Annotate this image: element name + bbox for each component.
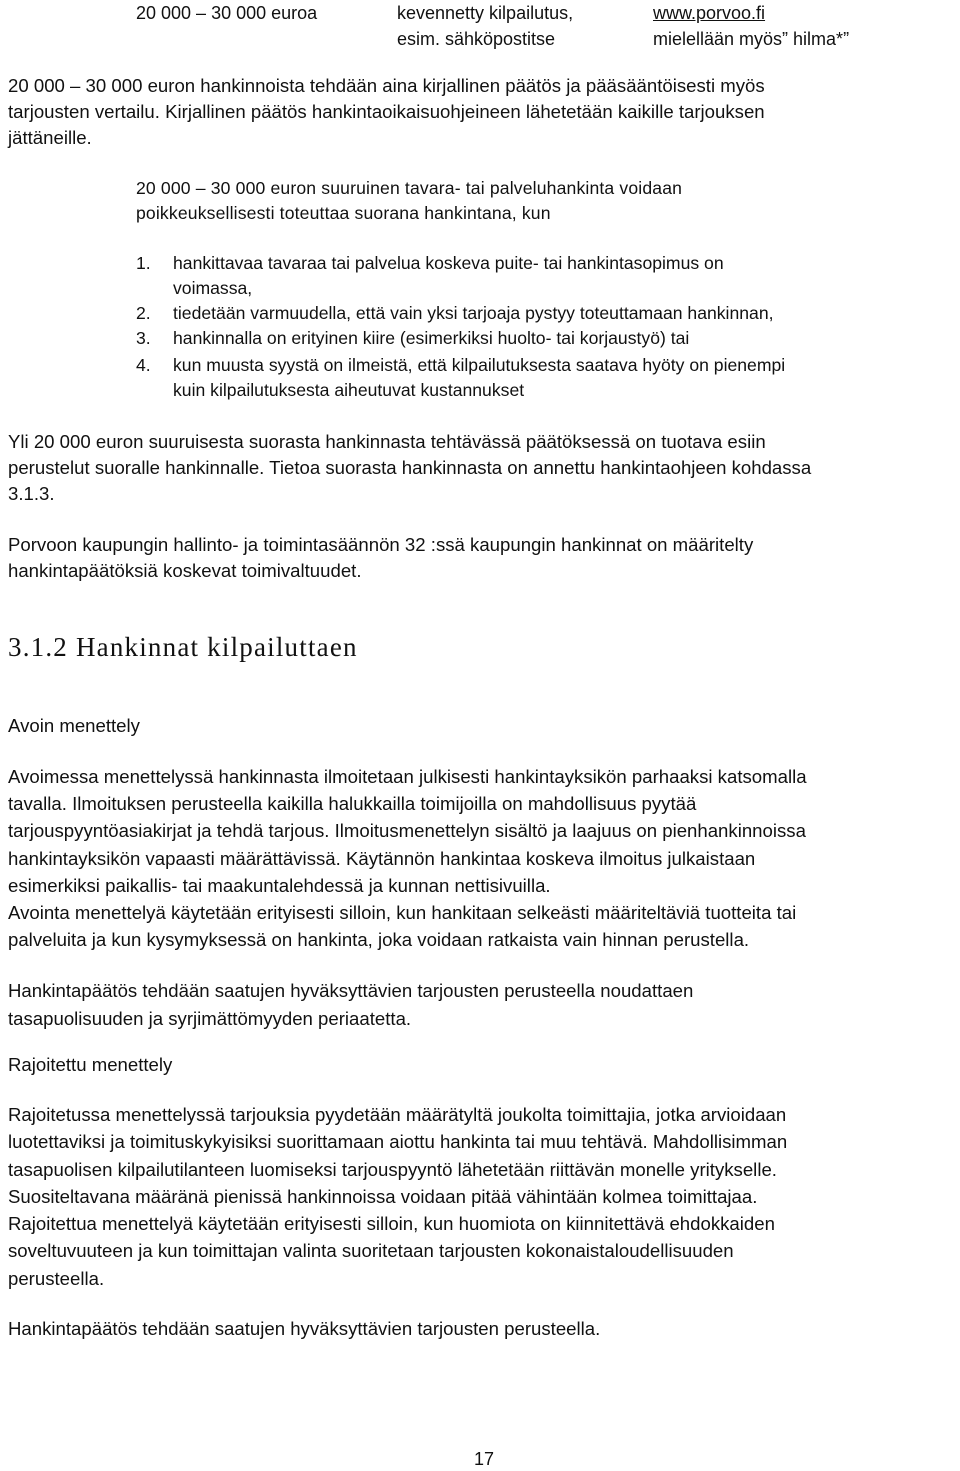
list-text-line: hankinnalla on erityinen kiire (esimerkiksi huolto- tai korjaustyö) tai <box>173 328 690 348</box>
list-text-line: hankittavaa tavaraa tai palvelua koskeva puite- tai hankintasopimus on <box>173 253 724 273</box>
text-line: tarjousten vertailu. Kirjallinen päätös hankintaoikaisuohjeineen lähetetään kaikille tarjouksen <box>8 101 765 122</box>
text-line: Rajoitetussa menettelyssä tarjouksia pyydetään määrätyltä joukolta toimittajia, jotka arvioidaan <box>8 1104 787 1125</box>
text-line: tavalla. Ilmoituksen perusteella kaikilla halukkailla toimijoilla on mahdollisuus pyytää <box>8 793 697 815</box>
paragraph-decision <box>8 73 948 151</box>
paragraph-decision-basis <box>8 977 953 1032</box>
method-line-2: esim. sähköpostitse <box>397 29 556 49</box>
paragraph-final-decision: Hankintapäätös tehdään saatujen hyväksyttävien tarjousten perusteella. <box>8 1318 601 1339</box>
text-line: tasapuolisuuden ja syrjimättömyyden periaatetta. <box>8 1007 412 1029</box>
channel-note: mielellään myös” hilma*” <box>653 29 850 49</box>
list-text-line: kun muusta syystä on ilmeistä, että kilpailutuksesta saatava hyöty on pienempi <box>173 355 786 375</box>
text-line: 3.1.3. <box>8 483 55 504</box>
text-line: Avointa menettelyä käytetään erityisesti silloin, kun hankitaan selkeästi määriteltäviä tuotteita tai <box>8 902 797 924</box>
text-line: 20 000 – 30 000 euron suuruinen tavara- tai palveluhankinta voidaan <box>136 178 683 198</box>
paragraph-direct-procurement <box>136 176 946 226</box>
text-line: Yli 20 000 euron suuruisesta suorasta hankinnasta tehtävässä päätöksessä on tuotava esiin <box>8 431 766 452</box>
text-line: poikkeuksellisesti toteuttaa suorana hankintana, kun <box>136 203 551 223</box>
list-text-line: voimassa, <box>173 278 253 298</box>
text-line: 20 000 – 30 000 euron hankinnoista tehdään aina kirjallinen päätös ja pääsääntöisesti myös <box>8 75 765 96</box>
list-text-line: tiedetään varmuudella, että vain yksi tarjoaja pystyy toteuttamaan hankinnan, <box>173 303 774 323</box>
text-line: soveltuvuuteen ja kun toimittajan valinta suoritetaan tarjousten kokonaistaloudellisuuden <box>8 1240 734 1262</box>
text-line: Avoimessa menettelyssä hankinnasta ilmoitetaan julkisesti hankintayksikön parhaaksi katsomalla <box>8 766 807 787</box>
text-line: esimerkiksi paikallis- tai maakuntalehdessä ja kunnan nettisivuilla. <box>8 874 551 896</box>
paragraph-justification <box>8 429 953 507</box>
table-cell-method <box>397 0 573 52</box>
text-line: palveluita ja kun kysymyksessä on hankinta, joka voidaan ratkaista vain hinnan perustella. <box>8 929 750 951</box>
subheading-restricted-procedure: Rajoitettu menettely <box>8 1054 173 1075</box>
text-line: tasapuolisen kilpailutilanteen luomiseksi tarjouspyyntö lähetetään riittävän monelle yritykselle. <box>8 1158 777 1180</box>
text-line: hankintapäätöksiä koskevat toimivaltuudet. <box>8 560 362 581</box>
text-line: Rajoitettua menettelyä käytetään erityisesti silloin, kun huomiota on kiinnitettävä ehdokkaiden <box>8 1213 775 1235</box>
method-line-1: kevennetty kilpailutus, <box>397 3 574 23</box>
text-line: jättäneille. <box>8 127 92 148</box>
list-text-line: kuin kilpailutuksesta aiheutuvat kustannukset <box>173 380 525 400</box>
table-cell-channel <box>653 0 849 52</box>
text-line: tarjouspyyntöasiakirjat ja tehdä tarjous. Ilmoitusmenettelyn sisältö ja laajuus on pienhankinnoissa <box>8 820 806 842</box>
list-number: 2. <box>136 303 151 323</box>
paragraph-open-procedure <box>8 763 953 953</box>
list-number: 3. <box>136 328 151 348</box>
text-line: perustelut suoralle hankinnalle. Tietoa suorasta hankinnasta on annettu hankintaohjeen kohdassa <box>8 457 812 478</box>
text-line: luotettaviksi ja toimituskykyisiksi suorittamaan aiottu hankinta tai muu tehtävä. Mahdollisimman <box>8 1131 788 1153</box>
section-heading: 3.1.2 Hankinnat kilpailuttaen <box>8 632 358 662</box>
amount-text: 20 000 – 30 000 euroa <box>136 3 318 23</box>
text-line: Porvoon kaupungin hallinto- ja toimintasäännön 32 :ssä kaupungin hankinnat on määritelty <box>8 534 754 555</box>
table-cell-amount <box>136 0 317 26</box>
paragraph-authority <box>8 532 953 584</box>
list-number: 1. <box>136 253 151 273</box>
text-line: hankintayksikön vapaasti määrättävissä. Käytännön hankintaa koskeva ilmoitus julkaistaan <box>8 847 756 869</box>
page-number: 17 <box>474 1449 495 1469</box>
text-line: perusteella. <box>8 1267 105 1289</box>
list-number: 4. <box>136 355 151 375</box>
porvoo-link[interactable]: www.porvoo.fi <box>653 3 766 23</box>
text-line: Suositeltavana määränä pienissä hankinnoissa voidaan pitää vähintään kolmea toimittajaa. <box>8 1185 758 1207</box>
text-line: Hankintapäätös tehdään saatujen hyväksyttävien tarjousten perusteella noudattaen <box>8 980 694 1001</box>
subheading-open-procedure: Avoin menettely <box>8 715 140 736</box>
paragraph-restricted-procedure <box>8 1101 953 1292</box>
